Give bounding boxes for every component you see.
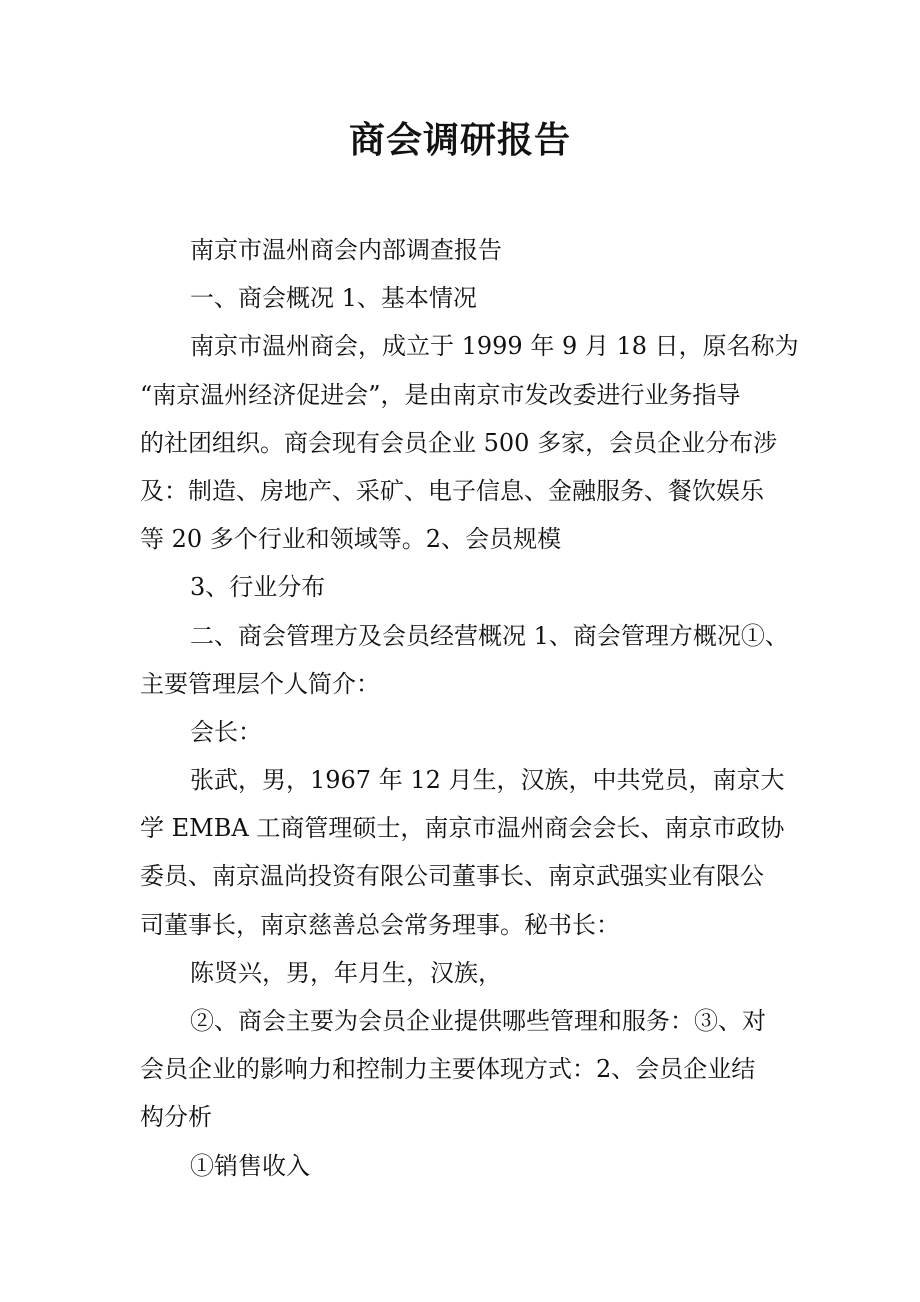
document-title: 商会调研报告 — [348, 119, 571, 161]
text-line: 构分析 — [140, 1103, 212, 1132]
text-line: 的社团组织。商会现有会员企业 500 多家，会员企业分布涉 — [140, 428, 778, 457]
text-line: “南京温州经济促进会”，是由南京市发改委进行业务指导 — [140, 380, 741, 409]
document-body — [140, 226, 799, 1190]
paragraph — [140, 756, 785, 949]
paragraph — [140, 226, 785, 274]
text-line: 委员、南京温尚投资有限公司董事长、南京武强实业有限公 — [140, 862, 764, 891]
paragraph — [140, 949, 785, 997]
text-line: 张武，男，1967 年 12 月生，汉族，中共党员，南京大 — [190, 766, 785, 795]
text-line: 会长： — [190, 717, 262, 746]
text-line: ②、商会主要为会员企业提供哪些管理和服务：③、对 — [190, 1007, 766, 1035]
text-line: 主要管理层个人简介： — [140, 669, 380, 698]
text-line: 二、商会管理方及会员经营概况 1、商会管理方概况①、 — [190, 621, 789, 650]
paragraph — [140, 274, 785, 322]
text-line: ①销售收入 — [190, 1151, 310, 1180]
paragraph — [140, 997, 785, 1142]
text-line: 司董事长，南京慈善总会常务理事。秘书长： — [140, 910, 620, 939]
text-line: 陈贤兴，男，年月生，汉族， — [190, 958, 502, 987]
paragraph — [140, 322, 799, 563]
text-line: 南京市温州商会内部调查报告 — [190, 236, 502, 264]
text-line: 等 20 多个行业和领域等。2、会员规模 — [140, 525, 562, 554]
paragraph — [140, 708, 785, 756]
paragraph — [140, 612, 789, 708]
text-line: 南京市温州商会，成立于 1999 年 9 月 18 日，原名称为 — [190, 332, 799, 361]
paragraph — [140, 563, 785, 611]
text-line: 及：制造、房地产、采矿、电子信息、金融服务、餐饮娱乐 — [140, 476, 764, 505]
text-line: 会员企业的影响力和控制力主要体现方式：2、会员企业结 — [140, 1055, 756, 1084]
paragraph — [140, 1142, 785, 1190]
text-line: 3、行业分布 — [190, 573, 326, 602]
text-line: 学 EMBA 工商管理硕士，南京市温州商会会长、南京市政协 — [140, 814, 785, 843]
text-line: 一、商会概况 1、基本情况 — [190, 284, 477, 313]
